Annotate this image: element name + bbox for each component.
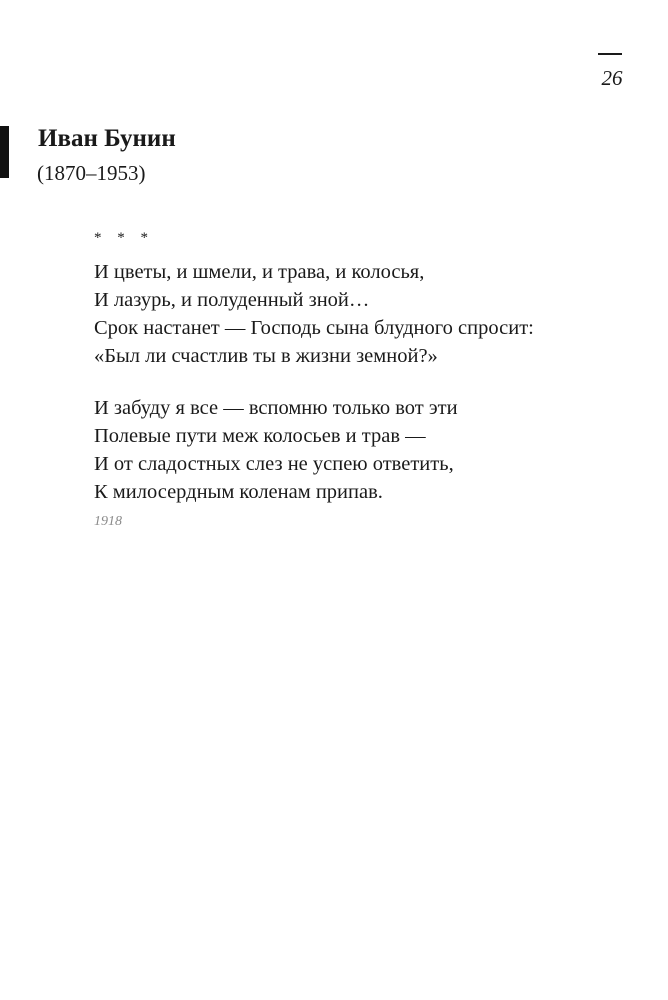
page-number-rule (598, 53, 622, 55)
verse-line: Срок настанет — Господь сына блудного спросит: (94, 317, 534, 339)
verse-line: И от сладостных слез не успею ответить, (94, 453, 454, 475)
author-name: Иван Бунин (38, 125, 176, 152)
poem-separator: * * * (94, 230, 154, 246)
verse-line: И лазурь, и полуденный зной… (94, 289, 370, 311)
poem-stanza-2 (94, 394, 634, 506)
page-number: 26 (601, 66, 623, 90)
author-years: (1870–1953) (37, 161, 146, 185)
page-edge-marker (0, 126, 9, 178)
poem-date: 1918 (94, 514, 122, 529)
verse-line: К милосердным коленам припав. (94, 481, 383, 503)
poem-stanza-1 (94, 258, 634, 370)
verse-line: И забуду я все — вспомню только вот эти (94, 397, 458, 419)
verse-line: И цветы, и шмели, и трава, и колосья, (94, 261, 425, 283)
poem-body (94, 258, 634, 506)
verse-line: «Был ли счастлив ты в жизни земной?» (94, 345, 438, 367)
verse-line: Полевые пути меж колосьев и трав — (94, 425, 426, 447)
